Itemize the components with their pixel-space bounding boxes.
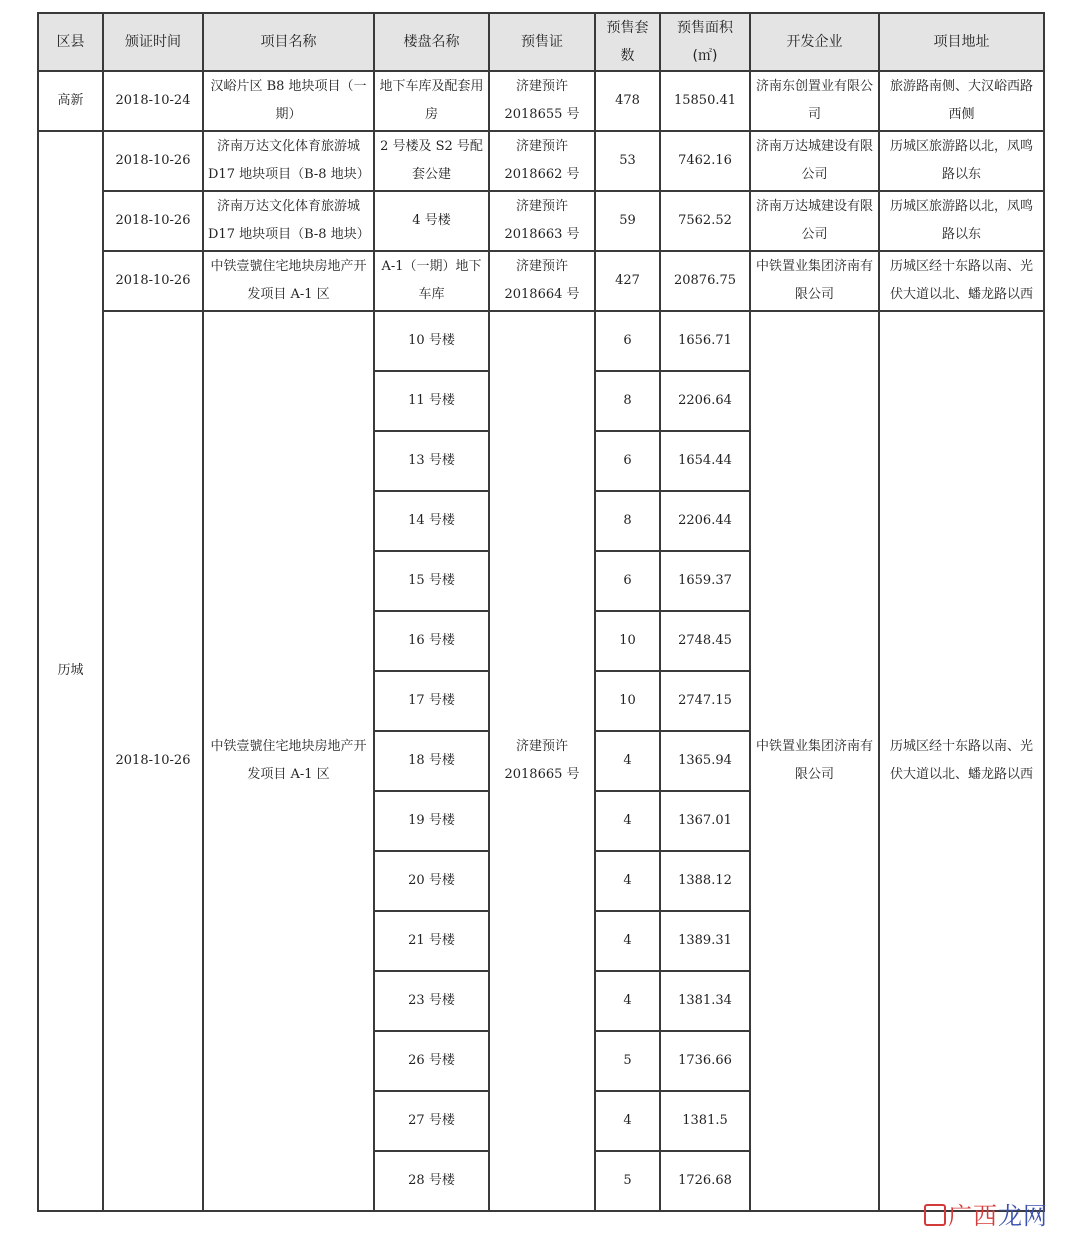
cell-address: 旅游路南侧、大汉峪西路西侧	[879, 71, 1044, 131]
cell-building: 11 号楼	[374, 371, 489, 431]
cell-district-licheng: 历城	[38, 131, 103, 1211]
cell-permit: 济建预许 2018663 号	[489, 191, 595, 251]
cell-area: 15850.41	[660, 71, 750, 131]
cell-units: 6	[595, 551, 660, 611]
cell-date: 2018-10-26	[103, 191, 203, 251]
cell-address: 历城区旅游路以北，凤鸣路以东	[879, 191, 1044, 251]
cell-area: 1365.94	[660, 731, 750, 791]
table-row	[38, 131, 1044, 191]
cell-area: 1381.5	[660, 1091, 750, 1151]
cell-area: 1381.34	[660, 971, 750, 1031]
cell-building: 16 号楼	[374, 611, 489, 671]
cell-area: 7462.16	[660, 131, 750, 191]
cell-units: 5	[595, 1151, 660, 1211]
table-row	[38, 251, 1044, 311]
cell-project: 济南万达文化体育旅游城 D17 地块项目（B-8 地块）	[203, 131, 374, 191]
cell-building: A-1（一期）地下车库	[374, 251, 489, 311]
cell-permit: 济建预许 2018662 号	[489, 131, 595, 191]
cell-units: 427	[595, 251, 660, 311]
cell-project: 汉峪片区 B8 地块项目（一期）	[203, 71, 374, 131]
cell-date: 2018-10-26	[103, 131, 203, 191]
cell-permit: 济建预许 2018665 号	[489, 311, 595, 1211]
cell-date: 2018-10-24	[103, 71, 203, 131]
cell-units: 4	[595, 911, 660, 971]
cell-building: 4 号楼	[374, 191, 489, 251]
header-project: 项目名称	[203, 13, 374, 71]
cell-area: 2747.15	[660, 671, 750, 731]
cell-permit: 济建预许 2018655 号	[489, 71, 595, 131]
cell-developer: 济南万达城建设有限公司	[750, 131, 879, 191]
cell-developer: 中铁置业集团济南有限公司	[750, 251, 879, 311]
cell-building: 14 号楼	[374, 491, 489, 551]
cell-area: 1388.12	[660, 851, 750, 911]
cell-units: 5	[595, 1031, 660, 1091]
cell-address: 历城区经十东路以南、光伏大道以北、蟠龙路以西	[879, 251, 1044, 311]
cell-area: 1656.71	[660, 311, 750, 371]
cell-units: 10	[595, 671, 660, 731]
cell-area: 2206.64	[660, 371, 750, 431]
watermark-logo	[924, 1196, 1048, 1231]
cell-building: 13 号楼	[374, 431, 489, 491]
cell-building: 15 号楼	[374, 551, 489, 611]
cell-units: 4	[595, 971, 660, 1031]
cell-project: 济南万达文化体育旅游城 D17 地块项目（B-8 地块）	[203, 191, 374, 251]
header-developer: 开发企业	[750, 13, 879, 71]
watermark-icon	[924, 1204, 946, 1226]
cell-date: 2018-10-26	[103, 251, 203, 311]
presale-permit-table	[37, 12, 1045, 1212]
cell-address: 历城区经十东路以南、光伏大道以北、蟠龙路以西	[879, 311, 1044, 1211]
cell-area: 2206.44	[660, 491, 750, 551]
cell-building: 19 号楼	[374, 791, 489, 851]
cell-area: 1654.44	[660, 431, 750, 491]
cell-building: 17 号楼	[374, 671, 489, 731]
cell-building: 23 号楼	[374, 971, 489, 1031]
cell-building: 2 号楼及 S2 号配套公建	[374, 131, 489, 191]
cell-building: 21 号楼	[374, 911, 489, 971]
cell-building: 20 号楼	[374, 851, 489, 911]
cell-address: 历城区旅游路以北，凤鸣路以东	[879, 131, 1044, 191]
cell-units: 4	[595, 731, 660, 791]
cell-building: 18 号楼	[374, 731, 489, 791]
cell-date: 2018-10-26	[103, 311, 203, 1211]
cell-units: 10	[595, 611, 660, 671]
cell-units: 6	[595, 431, 660, 491]
header-area: 预售面积(㎡)	[660, 13, 750, 71]
cell-units: 4	[595, 851, 660, 911]
header-units: 预售套数	[595, 13, 660, 71]
cell-project: 中铁壹號住宅地块房地产开发项目 A-1 区	[203, 311, 374, 1211]
header-date: 颁证时间	[103, 13, 203, 71]
table-row	[38, 311, 1044, 371]
cell-building: 27 号楼	[374, 1091, 489, 1151]
cell-units: 6	[595, 311, 660, 371]
cell-area: 7562.52	[660, 191, 750, 251]
header-building: 楼盘名称	[374, 13, 489, 71]
cell-area: 1736.66	[660, 1031, 750, 1091]
header-permit: 预售证	[489, 13, 595, 71]
table-header-row	[38, 13, 1044, 71]
watermark-text-b: 龙网	[998, 1202, 1048, 1230]
cell-developer: 济南东创置业有限公司	[750, 71, 879, 131]
cell-area: 1389.31	[660, 911, 750, 971]
cell-units: 4	[595, 791, 660, 851]
cell-area: 2748.45	[660, 611, 750, 671]
cell-building: 28 号楼	[374, 1151, 489, 1211]
cell-area: 1659.37	[660, 551, 750, 611]
cell-project: 中铁壹號住宅地块房地产开发项目 A-1 区	[203, 251, 374, 311]
cell-units: 59	[595, 191, 660, 251]
cell-units: 478	[595, 71, 660, 131]
cell-area: 1726.68	[660, 1151, 750, 1211]
cell-units: 53	[595, 131, 660, 191]
cell-units: 8	[595, 371, 660, 431]
header-address: 项目地址	[879, 13, 1044, 71]
header-district: 区县	[38, 13, 103, 71]
cell-area: 1367.01	[660, 791, 750, 851]
cell-developer: 济南万达城建设有限公司	[750, 191, 879, 251]
cell-building: 10 号楼	[374, 311, 489, 371]
cell-area: 20876.75	[660, 251, 750, 311]
cell-building: 地下车库及配套用房	[374, 71, 489, 131]
cell-permit: 济建预许 2018664 号	[489, 251, 595, 311]
cell-units: 8	[595, 491, 660, 551]
watermark-text-a: 广西	[948, 1202, 998, 1230]
table-row	[38, 191, 1044, 251]
cell-developer: 中铁置业集团济南有限公司	[750, 311, 879, 1211]
table-row	[38, 71, 1044, 131]
cell-district: 高新	[38, 71, 103, 131]
cell-building: 26 号楼	[374, 1031, 489, 1091]
cell-units: 4	[595, 1091, 660, 1151]
